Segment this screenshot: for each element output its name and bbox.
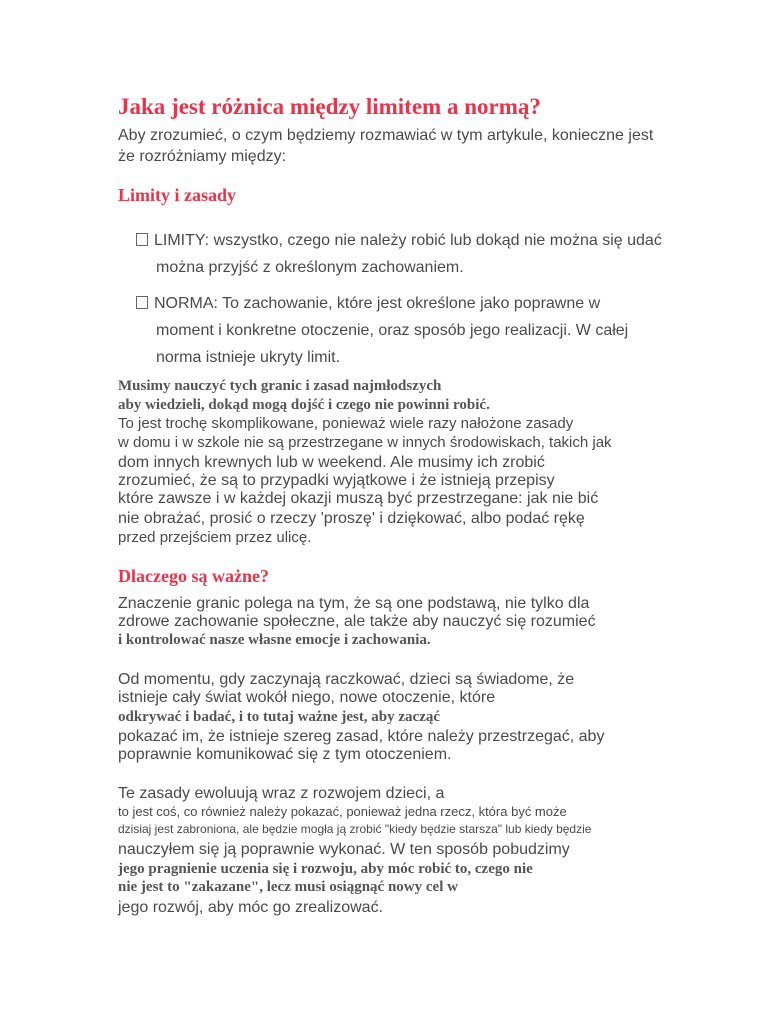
bullet-limity (136, 232, 662, 250)
article-title: Jaka jest różnica między limitem a normą? (118, 94, 541, 119)
crawl-line-3: pokazać im, że istnieje szereg zasad, które należy przestrzegać, aby (118, 728, 605, 745)
evolve-small-line-1: to jest coś, co również należy pokazać, ponieważ jedna rzecz, która być może (118, 804, 567, 819)
bullet-norma (136, 295, 600, 313)
evolve-line-2: nauczyłem się ją poprawnie wykonać. W ten sposób pobudzimy (118, 841, 570, 858)
bold-line-2: aby wiedzieli, dokąd mogą dojść i czego nie powinni robić. (118, 397, 490, 413)
evolve-small-line-2: dzisiaj jest zabroniona, ale będzie mogła ją zrobić "kiedy będzie starsza" lub kiedy będzie (118, 822, 592, 836)
importance-line-2: zdrowe zachowanie społeczne, ale także aby nauczyć się rozumieć (118, 613, 596, 630)
evolve-line-1: Te zasady ewoluują wraz z rozwojem dzieci, a (118, 785, 445, 802)
crawl-line-1: Od momentu, gdy zaczynają raczkować, dzieci są świadome, że (118, 671, 575, 688)
intro-line-2: że rozróżniamy między: (118, 148, 287, 165)
para-line-2: w domu i w szkole nie są przestrzegane w innych środowiskach, takich jak (118, 434, 612, 451)
para-line-4: zrozumieć, że są to przypadki wyjątkowe i że istnieją przepisy (118, 472, 555, 489)
checkbox-glyph-icon (136, 296, 148, 309)
importance-line-1: Znaczenie granic polega na tym, że są one podstawą, nie tylko dla (118, 595, 590, 612)
crawl-bold-line: odkrywać i badać, i to tutaj ważne jest, aby zacząć (118, 709, 441, 725)
checkbox-glyph-icon (136, 233, 148, 246)
section-heading-importance: Dlaczego są ważne? (118, 566, 269, 586)
crawl-line-4: poprawnie komunikować się z tym otoczeniem. (118, 746, 452, 763)
evolve-bold-line-1: jego pragnienie uczenia się i rozwoju, aby móc robić to, czego nie (118, 861, 533, 877)
para-line-7: przed przejściem przez ulicę. (118, 529, 312, 546)
para-line-6: nie obrażać, prosić o rzeczy 'proszę' i dziękować, albo podać rękę (118, 510, 585, 527)
importance-bold-line: i kontrolować nasze własne emocje i zachowania. (118, 632, 431, 648)
section-heading-limits: Limity i zasady (118, 185, 237, 205)
para-line-3: dom innych krewnych lub w weekend. Ale musimy ich zrobić (118, 454, 545, 471)
bold-line-1: Musimy nauczyć tych granic i zasad najmłodszych (118, 378, 442, 394)
bullet-norma-cont-2: norma istnieje ukryty limit. (156, 349, 341, 366)
bullet-limity-text: LIMITY: wszystko, czego nie należy robić lub dokąd nie można się udać (154, 232, 662, 249)
bullet-norma-text: NORMA: To zachowanie, które jest określone jako poprawne w (154, 295, 601, 312)
bullet-norma-cont-1: moment i konkretne otoczenie, oraz sposób jego realizacji. W całej (156, 322, 629, 339)
para-line-5: które zawsze i w każdej okazji muszą być przestrzegane: jak nie bić (118, 490, 599, 507)
bullet-limity-cont-1: można przyjść z określonym zachowaniem. (156, 259, 464, 276)
evolve-bold-line-2: nie jest to "zakazane", lecz musi osiągnąć nowy cel w (118, 879, 458, 895)
evolve-line-3: jego rozwój, aby móc go zrealizować. (118, 899, 384, 916)
intro-line-1: Aby zrozumieć, o czym będziemy rozmawiać w tym artykule, konieczne jest (118, 127, 654, 144)
crawl-line-2: istnieje cały świat wokół niego, nowe otoczenie, które (118, 689, 496, 706)
para-line-1: To jest trochę skomplikowane, ponieważ wiele razy nałożone zasady (118, 415, 574, 432)
